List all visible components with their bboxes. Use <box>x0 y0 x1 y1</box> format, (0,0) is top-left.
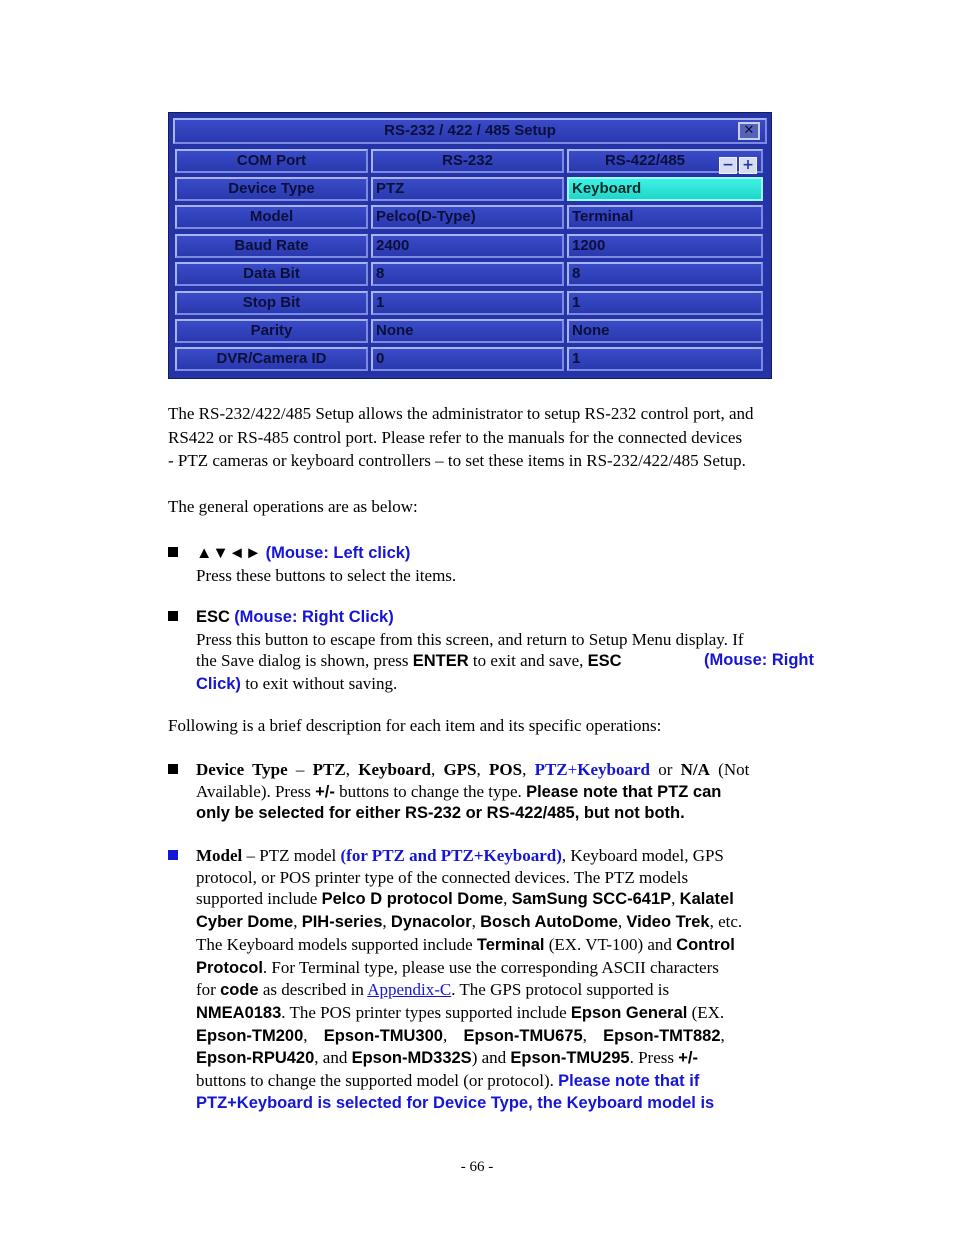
bullet-square-icon <box>168 611 178 621</box>
esc-desc-2a: the Save dialog is shown, press <box>196 651 413 671</box>
label-com-port: COM Port <box>175 149 368 173</box>
model-code: code <box>220 981 259 1000</box>
buttons-text: buttons to change the type. <box>334 781 527 801</box>
device-ptzkb-ptz: PTZ <box>534 760 568 779</box>
model-bosch: Bosch AutoDome <box>480 913 618 932</box>
model-epson-tm200: Epson-TM200 <box>196 1026 304 1045</box>
label-device-type: Device Type <box>175 177 368 201</box>
plus-minus-key: +/- <box>315 782 335 801</box>
model-t8a: for <box>196 980 221 1000</box>
arrow-keys-desc: Press these buttons to select the items. <box>196 565 457 585</box>
arrow-keys-label: ▲▼◄► <box>196 544 262 562</box>
rs232-dvr-camera-id[interactable]: 0 <box>371 347 564 371</box>
available-text: Available). Press <box>196 781 316 801</box>
rs232-model[interactable]: Pelco(D-Type) <box>371 205 564 229</box>
model-epson-tmu295: Epson-TMU295 <box>510 1049 630 1068</box>
arrow-keys-mouse: (Mouse: Left click) <box>265 544 411 562</box>
intro-paragraph <box>168 402 814 473</box>
label-model: Model <box>175 205 368 229</box>
rs485-model[interactable]: Terminal <box>567 205 763 229</box>
rs232-parity[interactable]: None <box>371 319 564 343</box>
device-ptzkb-plus: + <box>567 760 578 779</box>
rs232-device-type[interactable]: PTZ <box>371 177 564 201</box>
model-t1: – PTZ model <box>242 846 341 865</box>
device-na: N/A <box>680 760 710 779</box>
model-dynacolor: Dynacolor <box>390 913 472 932</box>
model-t9: . The POS printer types supported include <box>281 1002 571 1022</box>
rs232-stop-bit[interactable]: 1 <box>371 291 564 315</box>
model-t7: . For Terminal type, please use the corresponding ASCII characters <box>262 957 719 977</box>
rs485-dvr-camera-id[interactable]: 1 <box>567 347 763 371</box>
device-note-2: only be selected for either RS-232 or RS-422/485, but not both. <box>196 804 685 823</box>
model-pelco: Pelco D protocol Dome <box>321 890 504 909</box>
rs485-baud-rate[interactable]: 1200 <box>567 234 763 258</box>
model-epson-md332s: Epson-MD332S <box>351 1049 472 1068</box>
device-type-label: Device Type <box>196 760 288 779</box>
osd-title: RS-232 / 422 / 485 Setup <box>173 118 767 144</box>
model-plus-minus-key: +/- <box>678 1049 698 1068</box>
model-kalatel-1: Kalatel <box>679 890 734 909</box>
plus-icon[interactable]: + <box>739 157 757 174</box>
model-epson-tmu300: Epson-TMU300 <box>323 1026 443 1045</box>
model-note-1: Please note that if <box>558 1072 700 1091</box>
model-t10: buttons to change the supported model (or protocol). <box>196 1071 559 1091</box>
model-t3: protocol, or POS printer type of the connected devices. The PTZ models <box>196 867 689 887</box>
or-text: or <box>649 760 681 779</box>
model-video-trek: Video Trek <box>626 913 710 932</box>
model-and-2: ) and <box>471 1048 511 1068</box>
device-pos: POS <box>489 760 523 779</box>
esc-mouse-2a: (Mouse: Right <box>704 651 814 670</box>
bullet-square-icon <box>168 547 178 557</box>
intro-line-2: RS422 or RS-485 control port. Please refer to the manuals for the connected devices <box>168 427 743 447</box>
appendix-c-link[interactable]: Appendix-C <box>367 980 452 1000</box>
esc-desc-2b: to exit and save, <box>468 651 588 671</box>
enter-key: ENTER <box>412 652 469 671</box>
esc-key-2: ESC <box>587 652 622 671</box>
model-label: Model <box>196 846 243 865</box>
label-dvr-camera-id: DVR/Camera ID <box>175 347 368 371</box>
esc-desc-3: to exit without saving. <box>240 674 398 694</box>
model-epson-tmt882: Epson-TMT882 <box>603 1026 721 1045</box>
rs485-stop-bit[interactable]: 1 <box>567 291 763 315</box>
general-operations-heading: The general operations are as below: <box>168 497 418 516</box>
minus-icon[interactable]: − <box>719 157 737 174</box>
header-rs232: RS-232 <box>371 149 564 173</box>
model-control-1: Control <box>676 935 735 954</box>
label-stop-bit: Stop Bit <box>175 291 368 315</box>
model-for-ptz: (for PTZ and PTZ+Keyboard) <box>340 846 562 865</box>
rs485-data-bit[interactable]: 8 <box>567 262 763 286</box>
esc-label: ESC <box>196 608 230 626</box>
device-note-1: Please note that PTZ can <box>526 782 722 801</box>
model-press: . Press <box>629 1048 679 1068</box>
model-and: , and <box>314 1048 352 1068</box>
rs232-baud-rate[interactable]: 2400 <box>371 234 564 258</box>
model-t6: (EX. VT-100) and <box>544 934 677 954</box>
model-nmea: NMEA0183 <box>196 1003 282 1022</box>
rs485-parity[interactable]: None <box>567 319 763 343</box>
model-samsung: SamSung SCC-641P <box>511 890 672 909</box>
device-ptz: PTZ <box>312 760 346 779</box>
label-baud-rate: Baud Rate <box>175 234 368 258</box>
rs485-device-type[interactable]: Keyboard <box>567 177 763 201</box>
bullet-square-icon <box>168 850 178 860</box>
model-t4: supported include <box>196 889 322 909</box>
device-ptzkb-kb: Keyboard <box>577 760 650 779</box>
model-epson-general: Epson General <box>570 1003 688 1022</box>
device-keyboard: Keyboard <box>358 760 431 779</box>
dash-text: – <box>287 760 313 779</box>
not-available-text: (Not <box>709 760 750 779</box>
intro-line-3: - PTZ cameras or keyboard controllers – to set these items in RS-232/422/485 Setup. <box>168 451 746 470</box>
model-kalatel-2: Cyber Dome <box>196 913 294 932</box>
close-icon[interactable]: ✕ <box>738 122 760 140</box>
header-rs422-485[interactable]: RS-422/485 <box>567 149 763 173</box>
model-t8b: as described in <box>258 980 368 1000</box>
model-epson-tmu675: Epson-TMU675 <box>463 1026 583 1045</box>
model-t9b: (EX. <box>687 1002 725 1022</box>
esc-mouse: (Mouse: Right Click) <box>234 608 394 626</box>
label-parity: Parity <box>175 319 368 343</box>
model-pih: PIH-series <box>301 913 383 932</box>
model-control-2: Protocol <box>196 958 263 977</box>
model-etc: , etc. <box>709 912 743 932</box>
esc-mouse-2b: Click) <box>196 675 241 694</box>
model-t2: , Keyboard model, GPS <box>561 846 724 865</box>
label-data-bit: Data Bit <box>175 262 368 286</box>
page-number: - 66 - <box>460 1159 494 1175</box>
model-note-2: PTZ+Keyboard is selected for Device Type, the Keyboard model is <box>196 1093 715 1112</box>
model-t8c: . The GPS protocol supported is <box>451 980 670 1000</box>
model-epson-rpu420: Epson-RPU420 <box>196 1049 315 1068</box>
esc-desc-1: Press this button to escape from this screen, and return to Setup Menu display. If <box>196 629 744 649</box>
intro-line-1: The RS-232/422/485 Setup allows the administrator to setup RS-232 control port, and <box>168 404 754 423</box>
rs232-data-bit[interactable]: 8 <box>371 262 564 286</box>
following-heading: Following is a brief description for each item and its specific operations: <box>168 716 662 735</box>
model-terminal: Terminal <box>476 935 545 954</box>
rs232-setup-screenshot <box>168 112 772 379</box>
device-gps: GPS <box>443 760 477 779</box>
bullet-square-icon <box>168 764 178 774</box>
model-t5: The Keyboard models supported include <box>196 934 477 954</box>
